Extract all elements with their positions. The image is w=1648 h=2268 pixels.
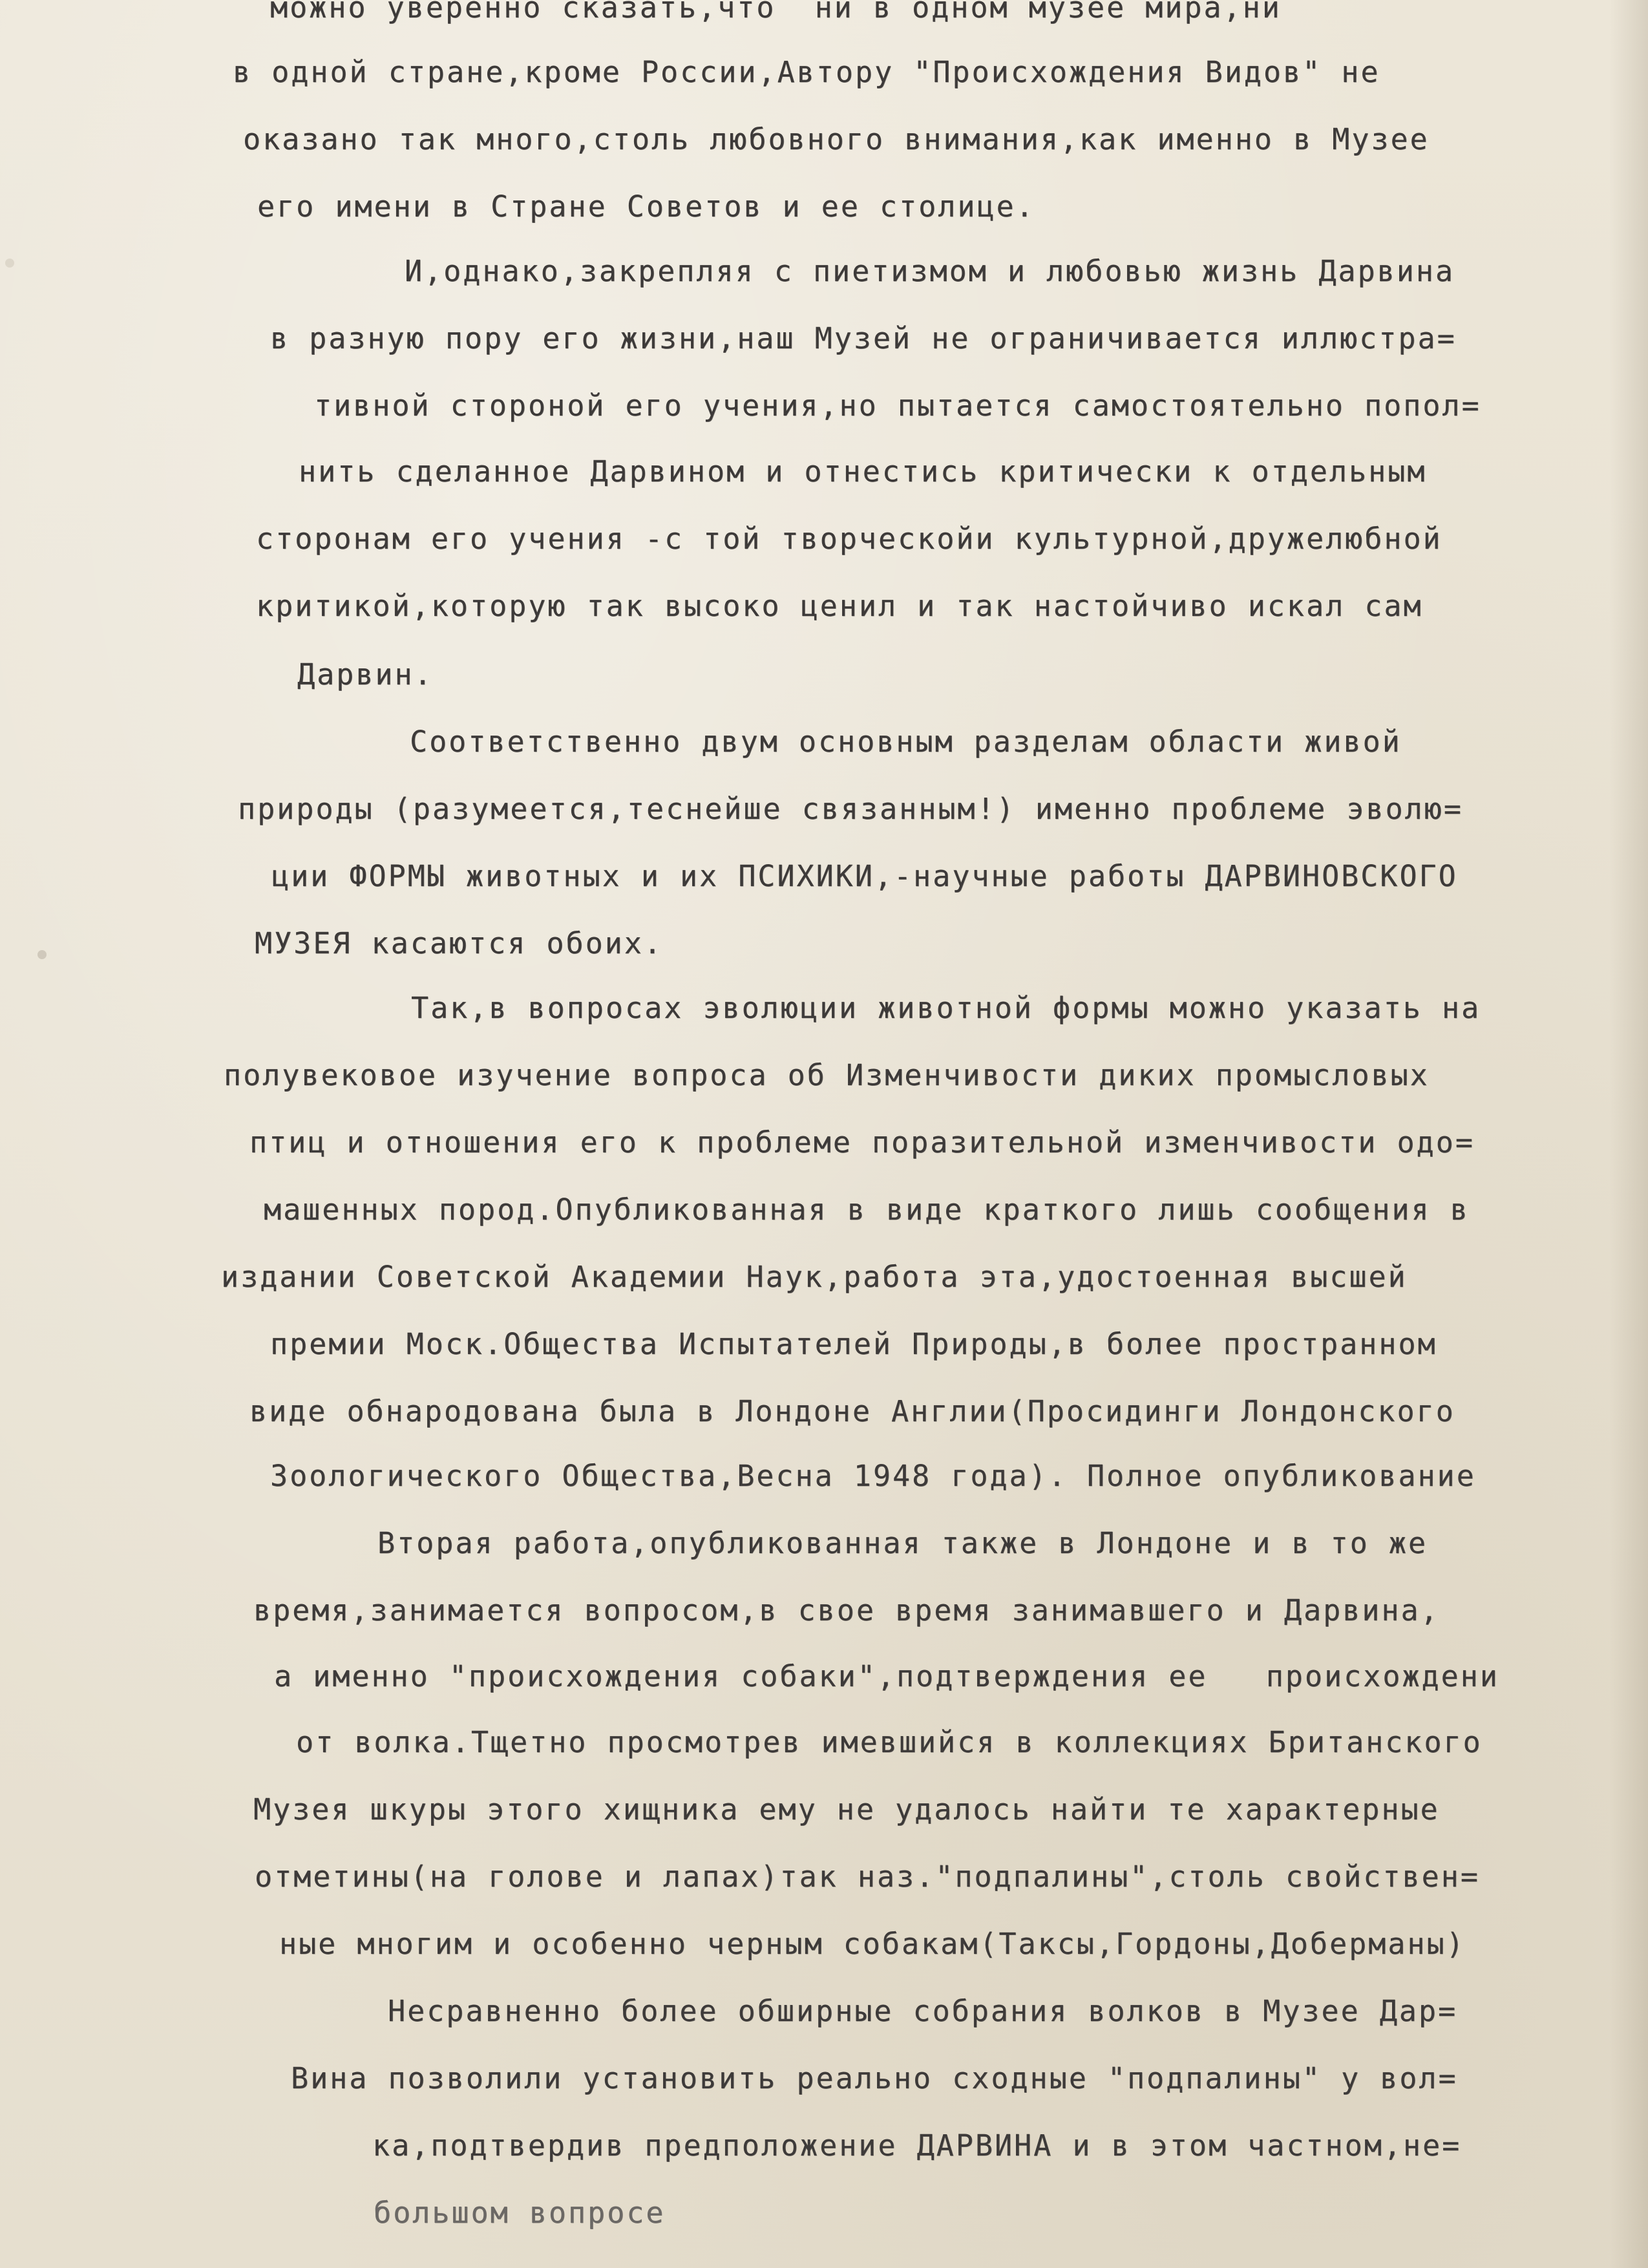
text-line: природы (разумеется,теснейше связанным!) именно проблеме эволю= bbox=[238, 792, 1463, 826]
text-line: ные многим и особенно черным собакам(Таксы,Гордоны,Доберманы) bbox=[279, 1927, 1466, 1961]
text-line: можно уверенно сказать,что ни в одном музее мира,ни bbox=[270, 0, 1282, 25]
text-line: сторонам его учения -с той творческойи культурной,дружелюбной bbox=[256, 522, 1442, 556]
text-line: Музея шкуры этого хищника ему не удалось найти те характерные bbox=[253, 1792, 1440, 1827]
text-line: Несравненно более обширные собрания волков в Музее Дар= bbox=[388, 1994, 1458, 2028]
text-line: машенных пород.Опубликованная в виде краткого лишь сообщения в bbox=[264, 1192, 1470, 1227]
text-line: тивной стороной его учения,но пытается самостоятельно попол= bbox=[314, 388, 1481, 423]
text-line: критикой,которую так высоко ценил и так настойчиво искал сам bbox=[256, 589, 1423, 623]
text-line: большом вопросе bbox=[374, 2196, 666, 2230]
text-line: отметины(на голове и лапах)так наз."подпалины",столь свойствен= bbox=[255, 1860, 1480, 1894]
text-line: время,занимается вопросом,в свое время занимавшего и Дарвина, bbox=[253, 1593, 1440, 1627]
text-line: Соответственно двум основным разделам области живой bbox=[410, 725, 1402, 759]
text-line: Зоологического Общества,Весна 1948 года). Полное опубликование bbox=[270, 1459, 1476, 1493]
text-line: полувековое изучение вопроса об Изменчивости диких промысловых bbox=[224, 1058, 1430, 1092]
text-line: ции ФОРМЫ животных и их ПСИХИКИ,-научные работы ДАРВИНОВСКОГО bbox=[271, 859, 1458, 893]
text-line: от волка.Тщетно просмотрев имевшийся в коллекциях Британского bbox=[296, 1725, 1483, 1759]
text-line: оказано так много,столь любовного внимания,как именно в Музее bbox=[243, 122, 1430, 156]
margin-mark bbox=[37, 950, 47, 959]
text-line: издании Советской Академии Наук,работа эта,удостоенная высшей bbox=[221, 1260, 1408, 1294]
text-line: в одной стране,кроме России,Автору "Происхождения Видов" не bbox=[233, 55, 1380, 89]
text-line: а именно "происхождения собаки",подтверждения ее происхождени bbox=[274, 1659, 1499, 1693]
text-line: в разную пору его жизни,наш Музей не ограничивается иллюстра= bbox=[270, 321, 1457, 355]
margin-mark bbox=[5, 259, 14, 268]
text-line: нить сделанное Дарвином и отнестись критически к отдельным bbox=[299, 454, 1427, 489]
text-line: премии Моск.Общества Испытателей Природы,в более пространном bbox=[270, 1327, 1437, 1361]
text-line: ка,подтвердив предположение ДАРВИНА и в этом частном,не= bbox=[372, 2128, 1462, 2163]
text-line: его имени в Стране Советов и ее столице. bbox=[257, 189, 1035, 224]
text-line: МУЗЕЯ касаются обоих. bbox=[255, 926, 663, 960]
text-line: Вина позволили установить реально сходные "подпалины" у вол= bbox=[291, 2061, 1458, 2095]
text-line: Вторая работа,опубликованная также в Лондоне и в то же bbox=[377, 1526, 1428, 1560]
text-line: виде обнародована была в Лондоне Англии(Просидинги Лондонского bbox=[249, 1394, 1455, 1428]
text-line: И,однако,закрепляя с пиетизмом и любовью жизнь Дарвина bbox=[405, 254, 1455, 288]
text-line: Так,в вопросах эволюции животной формы можно указать на bbox=[411, 991, 1481, 1025]
text-line: птиц и отношения его к проблеме поразительной изменчивости одо= bbox=[249, 1125, 1475, 1160]
page-edge-shadow bbox=[1609, 0, 1648, 2268]
text-line: Дарвин. bbox=[297, 657, 434, 692]
